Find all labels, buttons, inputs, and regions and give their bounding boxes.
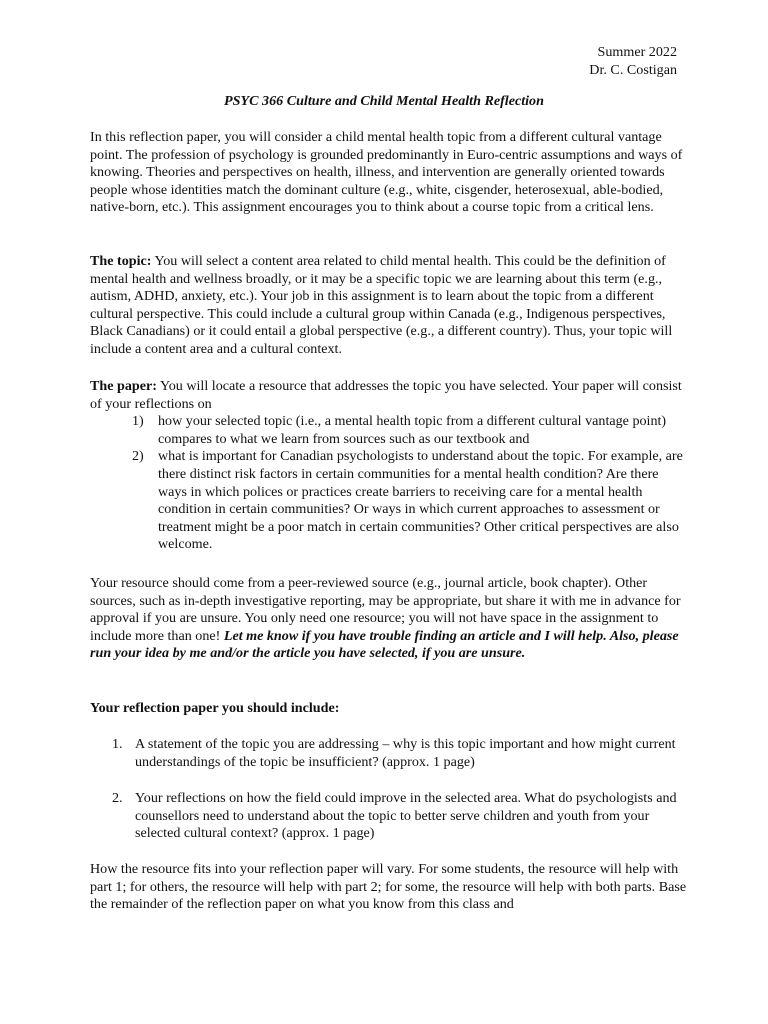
- topic-paragraph: [90, 253, 690, 359]
- resource-text: Your resource should come from a peer-reviewed source (e.g., journal article, book chapter). Other sources, such as in-depth investigative reporting, may be appropriate, but share it with me in advance for approval if you are unsure. You only need one resource; you will not have space in the assignment to include more than one!: [90, 575, 681, 644]
- include-heading-block: [90, 700, 690, 718]
- paper-section: [90, 378, 690, 554]
- list-item: [90, 448, 690, 554]
- include-heading: Your reflection paper you should include:: [90, 700, 340, 716]
- header-info: [589, 44, 677, 79]
- topic-heading: The topic:: [90, 253, 152, 269]
- topic-text: You will select a content area related to child mental health. This could be the definition of mental health and wellness broadly, or it may be a specific topic we are learning about this term (e.g., autism, ADHD, anxiety, etc.). Your job in this assignment is to learn about the topic from a different cultural perspective. This could include a cultural group within Canada (e.g., Indigenous perspectives, Black Canadians) or it could entail a global perspective (e.g., a different country). Thus, your topic will include a content area and a cultural context.: [90, 253, 673, 357]
- list-item-text: Your reflections on how the field could improve in the selected area. What do psychologists and counsellors need to understand about the topic to better serve children and youth from your selected cultural context? (approx. 1 page): [135, 790, 677, 842]
- paper-paragraph: [90, 378, 690, 413]
- list-item: [90, 413, 690, 448]
- intro-paragraph: In this reflection paper, you will consider a child mental health topic from a different cultural vantage point. The profession of psychology is grounded predominantly in Euro-centric assumptions and ways of knowing. Theories and perspectives on health, illness, and intervention are generally oriented towards people whose identities match the dominant culture (e.g., white, cisgender, heterosexual, able-bodied, native-born, etc.). This assignment encourages you to think about a course topic from a critical lens.: [90, 129, 683, 216]
- closing-paragraph: How the resource fits into your reflection paper will vary. For some students, the resource will help with part 1; for others, the resource will help with part 2; for some, the resource will help with both parts. Base the remainder of the reflection paper on what you know from this class and: [90, 861, 687, 913]
- resource-paragraph: [90, 575, 690, 663]
- list-item-number: 2): [132, 448, 144, 465]
- list-item-number: 1): [132, 413, 144, 430]
- list-item-number: 1.: [112, 736, 123, 752]
- list-item-number: 2.: [112, 790, 123, 806]
- list-item-text: how your selected topic (i.e., a mental health topic from a different cultural vantage point) compares to what we learn from sources such as our textbook and: [158, 413, 667, 447]
- include-item-1-block: [90, 736, 690, 771]
- intro-section: [90, 129, 690, 217]
- topic-section: [90, 253, 690, 359]
- closing-section: [90, 861, 690, 914]
- include-list: [90, 736, 690, 771]
- resource-emphasis: Let me know if you have trouble finding an article and I will help. Also, please run your idea by me and/or the article you have selected, if you are unsure.: [90, 627, 679, 662]
- paper-text: You will locate a resource that addresses the topic you have selected. Your paper will consist of your reflections on: [90, 378, 682, 412]
- instructor-name: Dr. C. Costigan: [589, 61, 677, 78]
- include-item-2-block: [90, 790, 690, 843]
- list-item: [90, 790, 690, 843]
- term-label: Summer 2022: [597, 44, 677, 60]
- list-item-text: A statement of the topic you are addressing – why is this topic important and how might current understandings of the topic be insufficient? (approx. 1 page): [135, 736, 676, 770]
- paper-list: [90, 413, 690, 554]
- paper-heading: The paper:: [90, 378, 157, 394]
- document-title: PSYC 366 Culture and Child Mental Health Reflection: [224, 93, 544, 109]
- include-list: [90, 790, 690, 843]
- list-item: [90, 736, 690, 771]
- resource-section: [90, 575, 690, 663]
- list-item-text: what is important for Canadian psychologists to understand about the topic. For example, are there distinct risk factors in certain communities for a mental health condition? Are there ways in which polices or practices create barriers to receiving care for a mental health condition in certain communities? Or ways in which current approaches to assessment or treatment might be a poor match in certain communities? Other critical perspectives are also welcome.: [158, 448, 683, 553]
